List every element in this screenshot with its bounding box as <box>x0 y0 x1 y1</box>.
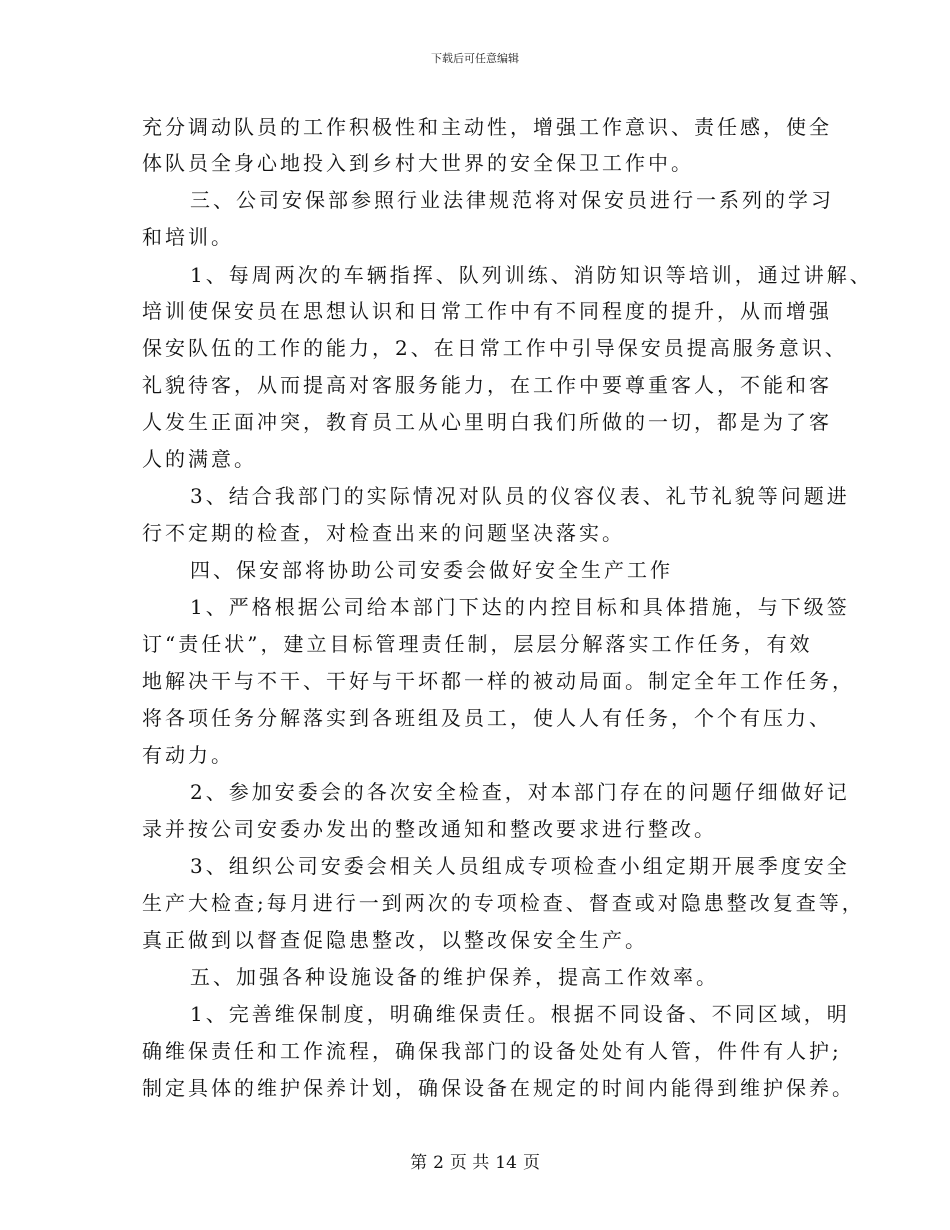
page-footer <box>0 1152 950 1174</box>
body-line: 地解决干与不干、干好与干坏都一样的被动局面。制定全年工作任务， <box>142 669 855 693</box>
body-line: 生产大检查;每月进行一到两次的专项检查、督查或对隐患整改复查等， <box>142 891 865 915</box>
section-heading: 五、加强各种设施设备的维护保养，提高工作效率。 <box>190 965 719 989</box>
body-line: 录并按公司安委办发出的整改通知和整改要求进行整改。 <box>142 817 717 841</box>
body-line: 3、结合我部门的实际情况对队员的仪容仪表、礼节礼貌等问题进 <box>190 484 850 508</box>
page-number-total: 14 <box>495 1153 517 1173</box>
body-line: 人的满意。 <box>142 447 257 471</box>
body-line: 礼貌待客，从而提高对客服务能力，在工作中要尊重客人，不能和客 <box>142 373 832 397</box>
body-line: 充分调动队员的工作积极性和主动性，增强工作意识、责任感，使全 <box>142 115 832 139</box>
body-line: 1、每周两次的车辆指挥、队列训练、消防知识等培训，通过讲解、 <box>190 263 873 287</box>
page-header-note: 下载后可任意编辑 <box>431 52 519 65</box>
body-line: 将各项任务分解落实到各班组及员工，使人人有任务，个个有压力、 <box>142 706 832 730</box>
page-number-middle: 页 共 <box>449 1153 490 1173</box>
body-line: 有动力。 <box>142 743 234 767</box>
section-heading: 四、保安部将协助公司安委会做好安全生产工作 <box>190 558 673 582</box>
body-line: 保安队伍的工作的能力，2、在日常工作中引导保安员提高服务意识、 <box>142 336 848 360</box>
body-line: 2、参加安委会的各次安全检查，对本部门存在的问题仔细做好记 <box>190 780 850 804</box>
body-line: 真正做到以督查促隐患整改，以整改保安全生产。 <box>142 928 648 952</box>
page-number-current: 2 <box>433 1153 444 1173</box>
body-line: 1、严格根据公司给本部门下达的内控目标和具体措施，与下级签 <box>190 595 850 619</box>
body-line: 订“责任状”，建立目标管理责任制，层层分解落实工作任务，有效 <box>142 632 813 656</box>
body-line: 3、组织公司安委会相关人员组成专项检查小组定期开展季度安全 <box>190 854 850 878</box>
body-line: 确维保责任和工作流程，确保我部门的设备处处有人管，件件有人护; <box>142 1039 842 1063</box>
body-line: 1、完善维保制度，明确维保责任。根据不同设备、不同区域，明 <box>190 1002 850 1026</box>
body-line: 和培训。 <box>142 225 234 249</box>
body-line: 培训使保安员在思想认识和日常工作中有不同程度的提升，从而增强 <box>142 299 832 323</box>
body-line: 体队员全身心地投入到乡村大世界的安全保卫工作中。 <box>142 151 694 175</box>
section-heading: 三、公司安保部参照行业法律规范将对保安员进行一系列的学习 <box>190 188 834 212</box>
body-line: 人发生正面冲突，教育员工从心里明白我们所做的一切，都是为了客 <box>142 410 832 434</box>
page-number-prefix: 第 <box>410 1153 428 1173</box>
body-line: 制定具体的维护保养计划，确保设备在规定的时间内能得到维护保养。 <box>142 1076 855 1100</box>
body-line: 行不定期的检查，对检查出来的问题坚决落实。 <box>142 521 625 545</box>
page-number-suffix: 页 <box>522 1153 540 1173</box>
